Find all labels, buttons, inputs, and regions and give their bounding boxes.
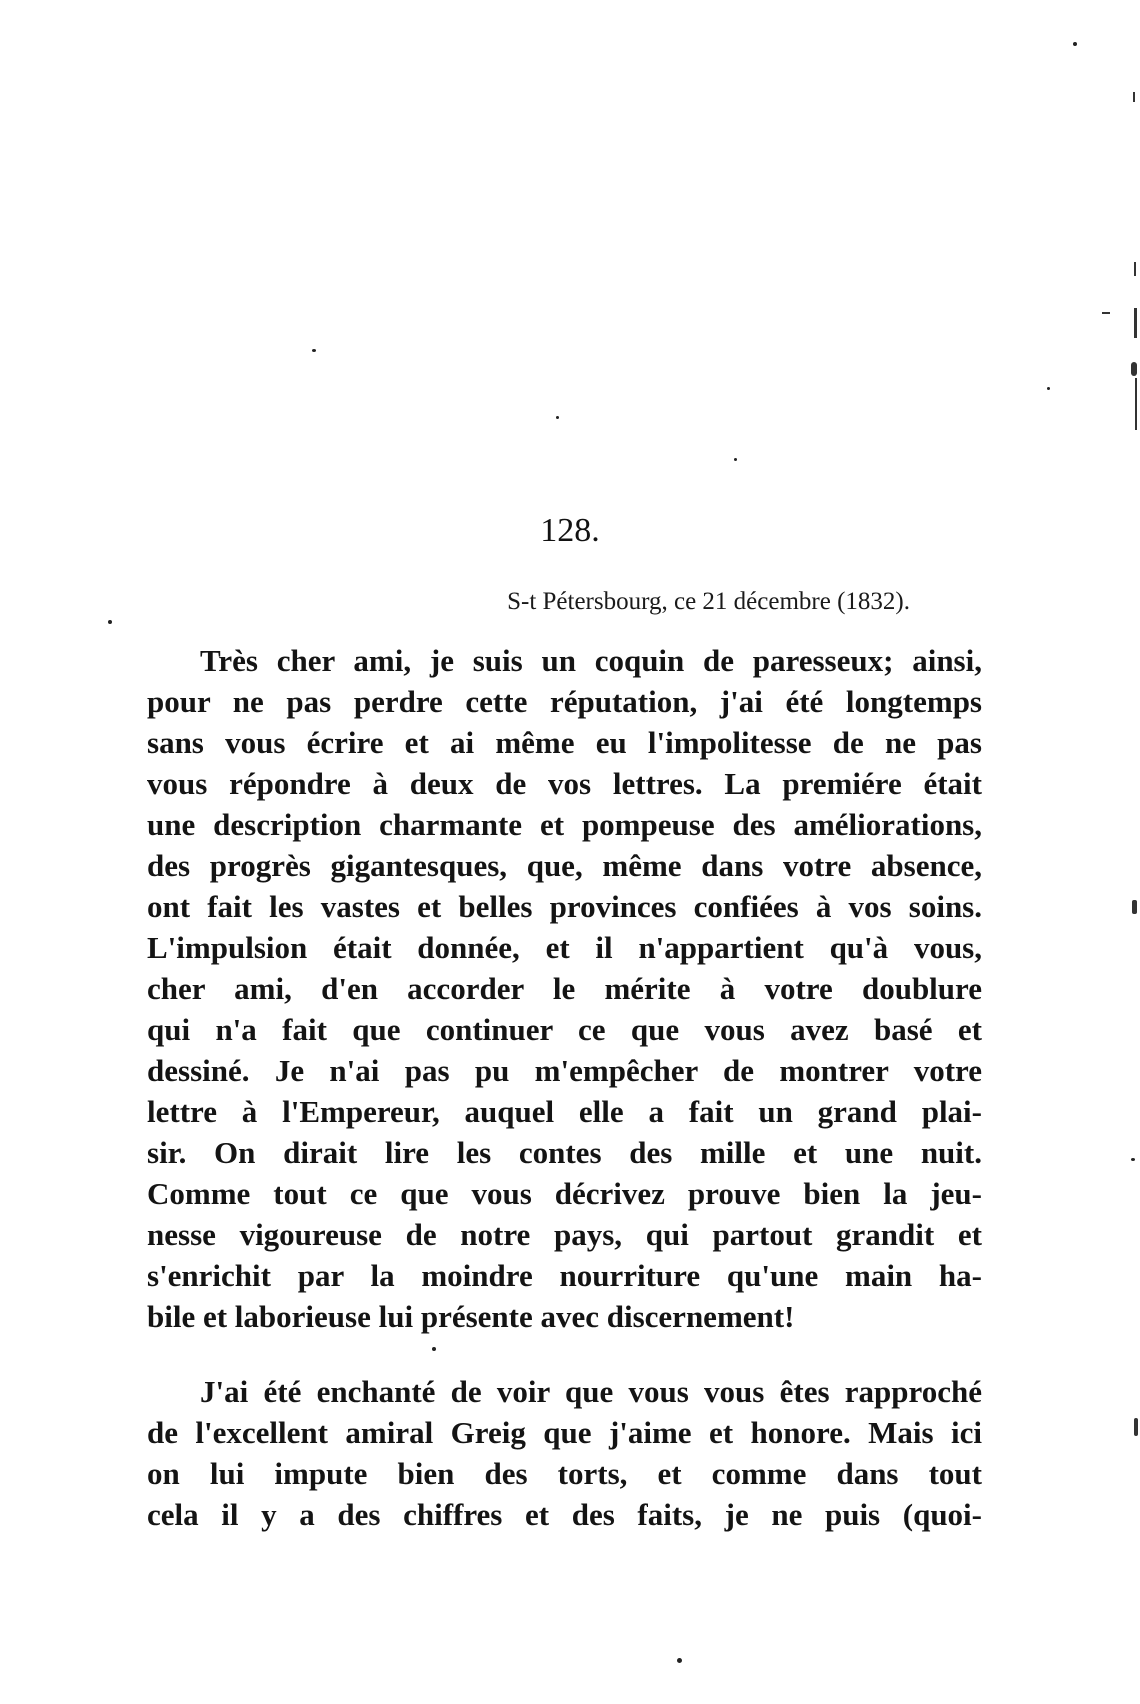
text-line: cher ami, d'en accorder le mérite à votre doublure: [147, 971, 982, 1006]
letter-dateline: S-t Pétersbourg, ce 21 décembre (1832).: [507, 588, 910, 615]
text-line: cela il y a des chiffres et des faits, je ne puis (quoi-: [147, 1497, 982, 1532]
text-line: on lui impute bien des torts, et comme dans tout: [147, 1456, 982, 1491]
text-line: de l'excellent amiral Greig que j'aime et honore. Mais ici: [147, 1415, 982, 1450]
scan-speck: [1131, 1158, 1135, 1161]
text-line: nesse vigoureuse de notre pays, qui partout grandit et: [147, 1217, 982, 1252]
scan-edge-mark: [1135, 378, 1137, 430]
text-line: ont fait les vastes et belles provinces confiées à vos soins.: [147, 889, 982, 924]
text-line: dessiné. Je n'ai pas pu m'empêcher de montrer votre: [147, 1053, 982, 1088]
scan-speck: [556, 416, 559, 419]
text-line: qui n'a fait que continuer ce que vous avez basé et: [147, 1012, 982, 1047]
scan-edge-mark: [1134, 1418, 1138, 1436]
text-line: Très cher ami, je suis un coquin de paresseux; ainsi,: [200, 643, 982, 678]
text-line: s'enrichit par la moindre nourriture qu'une main ha-: [147, 1258, 982, 1293]
scan-speck: [312, 349, 316, 352]
scan-edge-mark: [1131, 362, 1137, 376]
scan-edge-mark: [1102, 312, 1110, 314]
scan-edge-mark: [1133, 92, 1135, 102]
scan-speck: [432, 1347, 436, 1351]
letter-number: 128.: [540, 512, 600, 549]
text-line: une description charmante et pompeuse des améliorations,: [147, 807, 982, 842]
text-line: vous répondre à deux de vos lettres. La premiére était: [147, 766, 982, 801]
scan-edge-mark: [1132, 900, 1137, 914]
paragraph-2: [147, 1371, 982, 1535]
text-line: J'ai été enchanté de voir que vous vous êtes rapproché: [200, 1374, 982, 1409]
scan-speck: [677, 1658, 682, 1663]
text-line: lettre à l'Empereur, auquel elle a fait un grand plai-: [147, 1094, 982, 1129]
text-line: des progrès gigantesques, que, même dans votre absence,: [147, 848, 982, 883]
scan-edge-mark: [1134, 262, 1136, 276]
text-line: Comme tout ce que vous décrivez prouve bien la jeu-: [147, 1176, 982, 1211]
scan-edge-mark: [1134, 308, 1137, 338]
text-line: sans vous écrire et ai même eu l'impolitesse de ne pas: [147, 725, 982, 760]
text-line: pour ne pas perdre cette réputation, j'ai été longtemps: [147, 684, 982, 719]
text-line: L'impulsion était donnée, et il n'appartient qu'à vous,: [147, 930, 982, 965]
scan-speck: [1073, 42, 1077, 46]
text-line: bile et laborieuse lui présente avec discernement!: [147, 1299, 795, 1334]
scan-speck: [108, 620, 112, 624]
scan-speck: [734, 458, 737, 461]
text-line: sir. On dirait lire les contes des mille et une nuit.: [147, 1135, 982, 1170]
scan-speck: [1047, 387, 1050, 390]
paragraph-1: [147, 640, 982, 1337]
